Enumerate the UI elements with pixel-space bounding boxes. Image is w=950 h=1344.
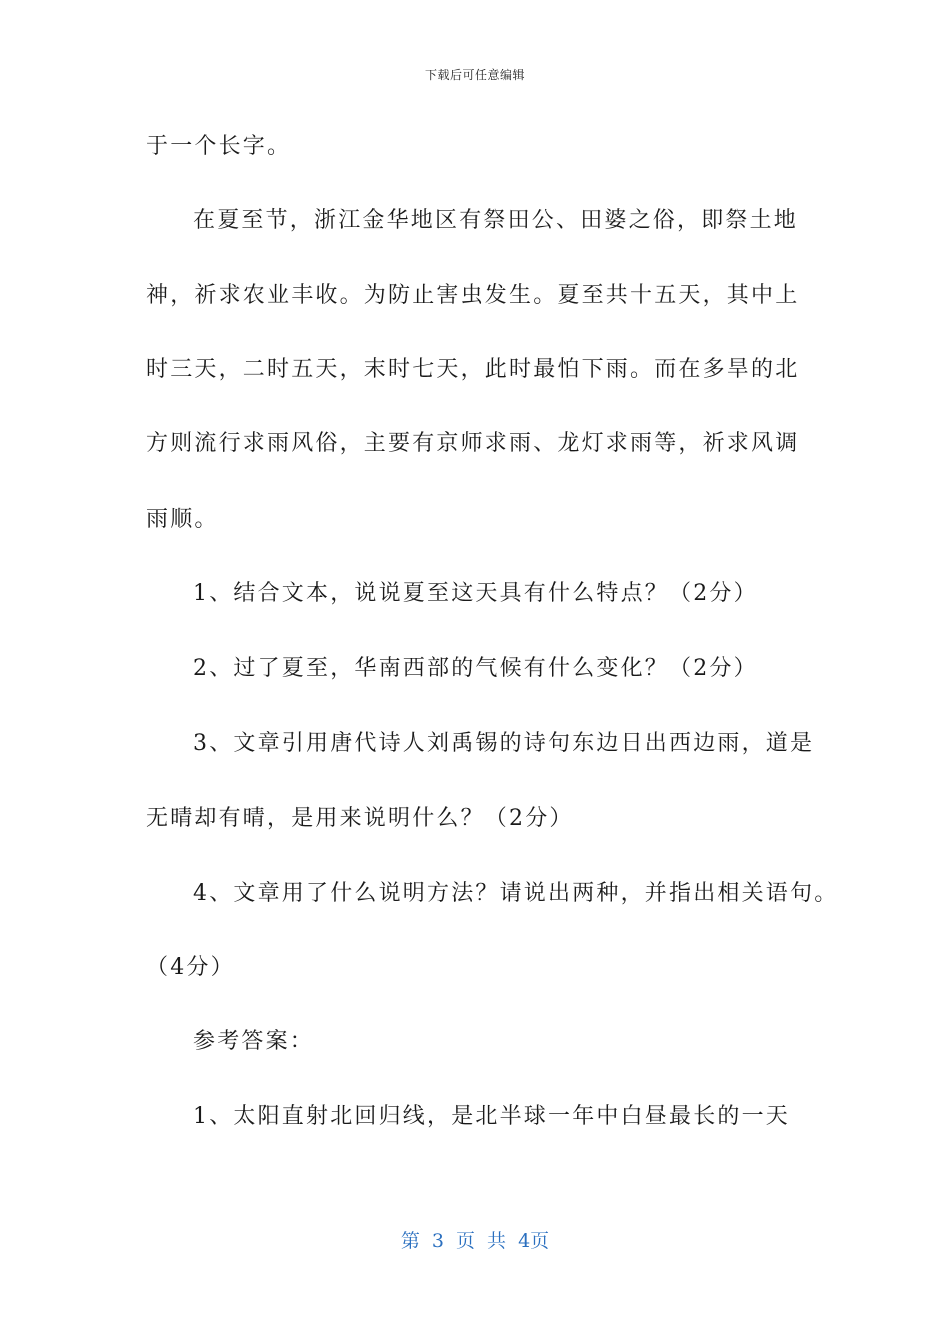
answer-heading: 参考答案： — [193, 1029, 315, 1054]
page-header: 下载后可任意编辑 — [424, 68, 525, 82]
body-line-5: 方则流行求雨风俗，主要有京师求雨、龙灯求雨等，祈求风调 — [146, 431, 800, 456]
body-line-3: 神，祈求农业丰收。为防止害虫发生。夏至共十五天，其中上 — [146, 283, 800, 308]
question-3-line-1: 3、文章引用唐代诗人刘禹锡的诗句东边日出西边雨，道是 — [193, 731, 815, 756]
body-line-2: 在夏至节，浙江金华地区有祭田公、田婆之俗，即祭土地 — [193, 208, 799, 233]
body-line-1: 于一个长字。 — [146, 134, 292, 159]
body-line-6: 雨顺。 — [146, 507, 219, 532]
question-4-line-1: 4、文章用了什么说明方法？请说出两种，并指出相关语句。 — [193, 881, 839, 906]
question-1: 1、结合文本，说说夏至这天具有什么特点？（2分） — [193, 581, 758, 606]
question-4-line-2: （4分） — [146, 955, 235, 980]
body-line-4: 时三天，二时五天，末时七天，此时最怕下雨。而在多旱的北 — [146, 357, 800, 382]
question-3-line-2: 无晴却有晴，是用来说明什么？（2分） — [146, 806, 574, 831]
page-number-footer: 第 3 页 共 4页 — [400, 1230, 550, 1252]
question-2: 2、过了夏至，华南西部的气候有什么变化？（2分） — [193, 656, 758, 681]
answer-1: 1、太阳直射北回归线，是北半球一年中白昼最长的一天 — [193, 1104, 790, 1129]
